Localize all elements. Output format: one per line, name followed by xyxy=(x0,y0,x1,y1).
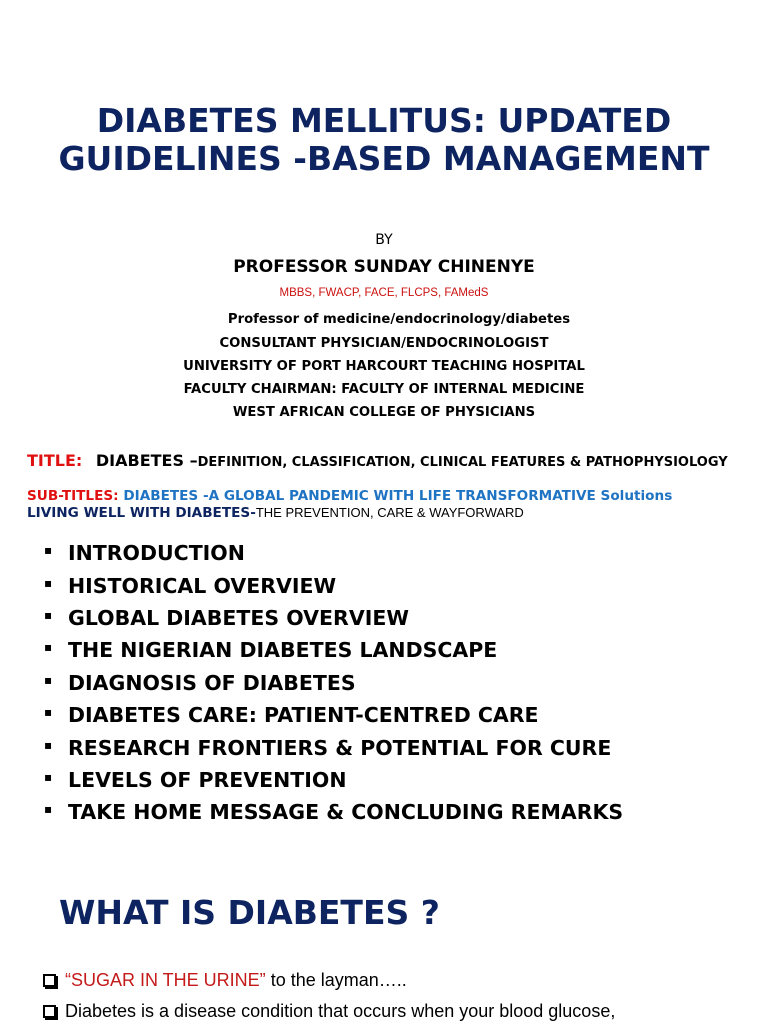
affiliation-line: FACULTY CHAIRMAN: FACULTY OF INTERNAL MEDICINE xyxy=(183,382,585,397)
definition-item xyxy=(43,969,763,992)
definition-text: Diabetes is a disease condition that occurs when your blood glucose, xyxy=(65,1001,616,1021)
outline-item-text: TAKE HOME MESSAGE & CONCLUDING REMARKS xyxy=(68,800,624,825)
square-bullet-icon: ▪ xyxy=(44,672,53,687)
outline-item-text: DIAGNOSIS OF DIABETES xyxy=(68,670,356,695)
square-bullet-icon: ▪ xyxy=(44,575,53,590)
author-credentials: MBBS, FWACP, FACE, FLCPS, FAMedS xyxy=(279,287,489,299)
outline-item xyxy=(44,569,764,601)
outline-item-text: HISTORICAL OVERVIEW xyxy=(68,573,337,598)
living-line xyxy=(27,505,767,521)
outline-item xyxy=(44,764,764,796)
definition-quote: “SUGAR IN THE URINE” xyxy=(65,970,266,990)
outline-item xyxy=(44,699,764,731)
title-rest: DEFINITION, CLASSIFICATION, CLINICAL FEATURES & PATHOPHYSIOLOGY xyxy=(197,455,728,470)
square-bullet-icon: ▪ xyxy=(44,802,53,817)
outline-item xyxy=(44,537,764,569)
square-bullet-icon: ▪ xyxy=(44,737,53,752)
outline-item xyxy=(44,796,764,828)
living-rest: THE PREVENTION, CARE & WAYFORWARD xyxy=(255,505,524,520)
square-bullet-icon: ▪ xyxy=(44,705,53,720)
outline-item-text: RESEARCH FRONTIERS & POTENTIAL FOR CURE xyxy=(68,735,612,760)
checkbox-bullet-icon xyxy=(43,974,56,987)
checkbox-bullet-icon xyxy=(43,1005,56,1018)
square-bullet-icon: ▪ xyxy=(44,543,53,558)
subtitle-label: SUB-TITLES: xyxy=(27,488,119,504)
outline-item xyxy=(44,667,764,699)
square-bullet-icon: ▪ xyxy=(44,607,53,622)
definition-rest: to the layman….. xyxy=(265,970,407,990)
outline-item xyxy=(44,731,764,763)
by-label: BY xyxy=(375,232,393,248)
affiliation-line: Professor of medicine/endocrinology/diabetes xyxy=(227,312,571,327)
title-label: TITLE: xyxy=(27,451,83,470)
living-lead: LIVING WELL WITH DIABETES- xyxy=(27,505,256,521)
affiliation-line: UNIVERSITY OF PORT HARCOURT TEACHING HOSPITAL xyxy=(183,359,585,374)
author-name: PROFESSOR SUNDAY CHINENYE xyxy=(233,257,535,277)
outline-item-text: DIABETES CARE: PATIENT-CENTRED CARE xyxy=(68,703,539,728)
title-line xyxy=(27,453,757,471)
affiliation-line: CONSULTANT PHYSICIAN/ENDOCRINOLOGIST xyxy=(219,336,549,351)
outline-item xyxy=(44,634,764,666)
section-heading: WHAT IS DIABETES ? xyxy=(59,893,440,932)
document-title: DIABETES MELLITUS: UPDATED GUIDELINES -BASED MANAGEMENT xyxy=(58,101,710,178)
outline-list xyxy=(44,537,764,829)
outline-item xyxy=(44,602,764,634)
definition-item xyxy=(43,1000,763,1023)
square-bullet-icon: ▪ xyxy=(44,640,53,655)
outline-item-text: THE NIGERIAN DIABETES LANDSCAPE xyxy=(68,638,498,663)
title-lead: DIABETES – xyxy=(95,451,198,470)
subtitle-text: DIABETES -A GLOBAL PANDEMIC WITH LIFE TRANSFORMATIVE Solutions xyxy=(123,488,673,504)
outline-item-text: INTRODUCTION xyxy=(68,541,245,566)
outline-item-text: LEVELS OF PREVENTION xyxy=(68,767,347,792)
subtitle-line xyxy=(27,488,767,504)
affiliation-line: WEST AFRICAN COLLEGE OF PHYSICIANS xyxy=(232,405,536,420)
square-bullet-icon: ▪ xyxy=(44,769,53,784)
outline-item-text: GLOBAL DIABETES OVERVIEW xyxy=(68,605,409,630)
